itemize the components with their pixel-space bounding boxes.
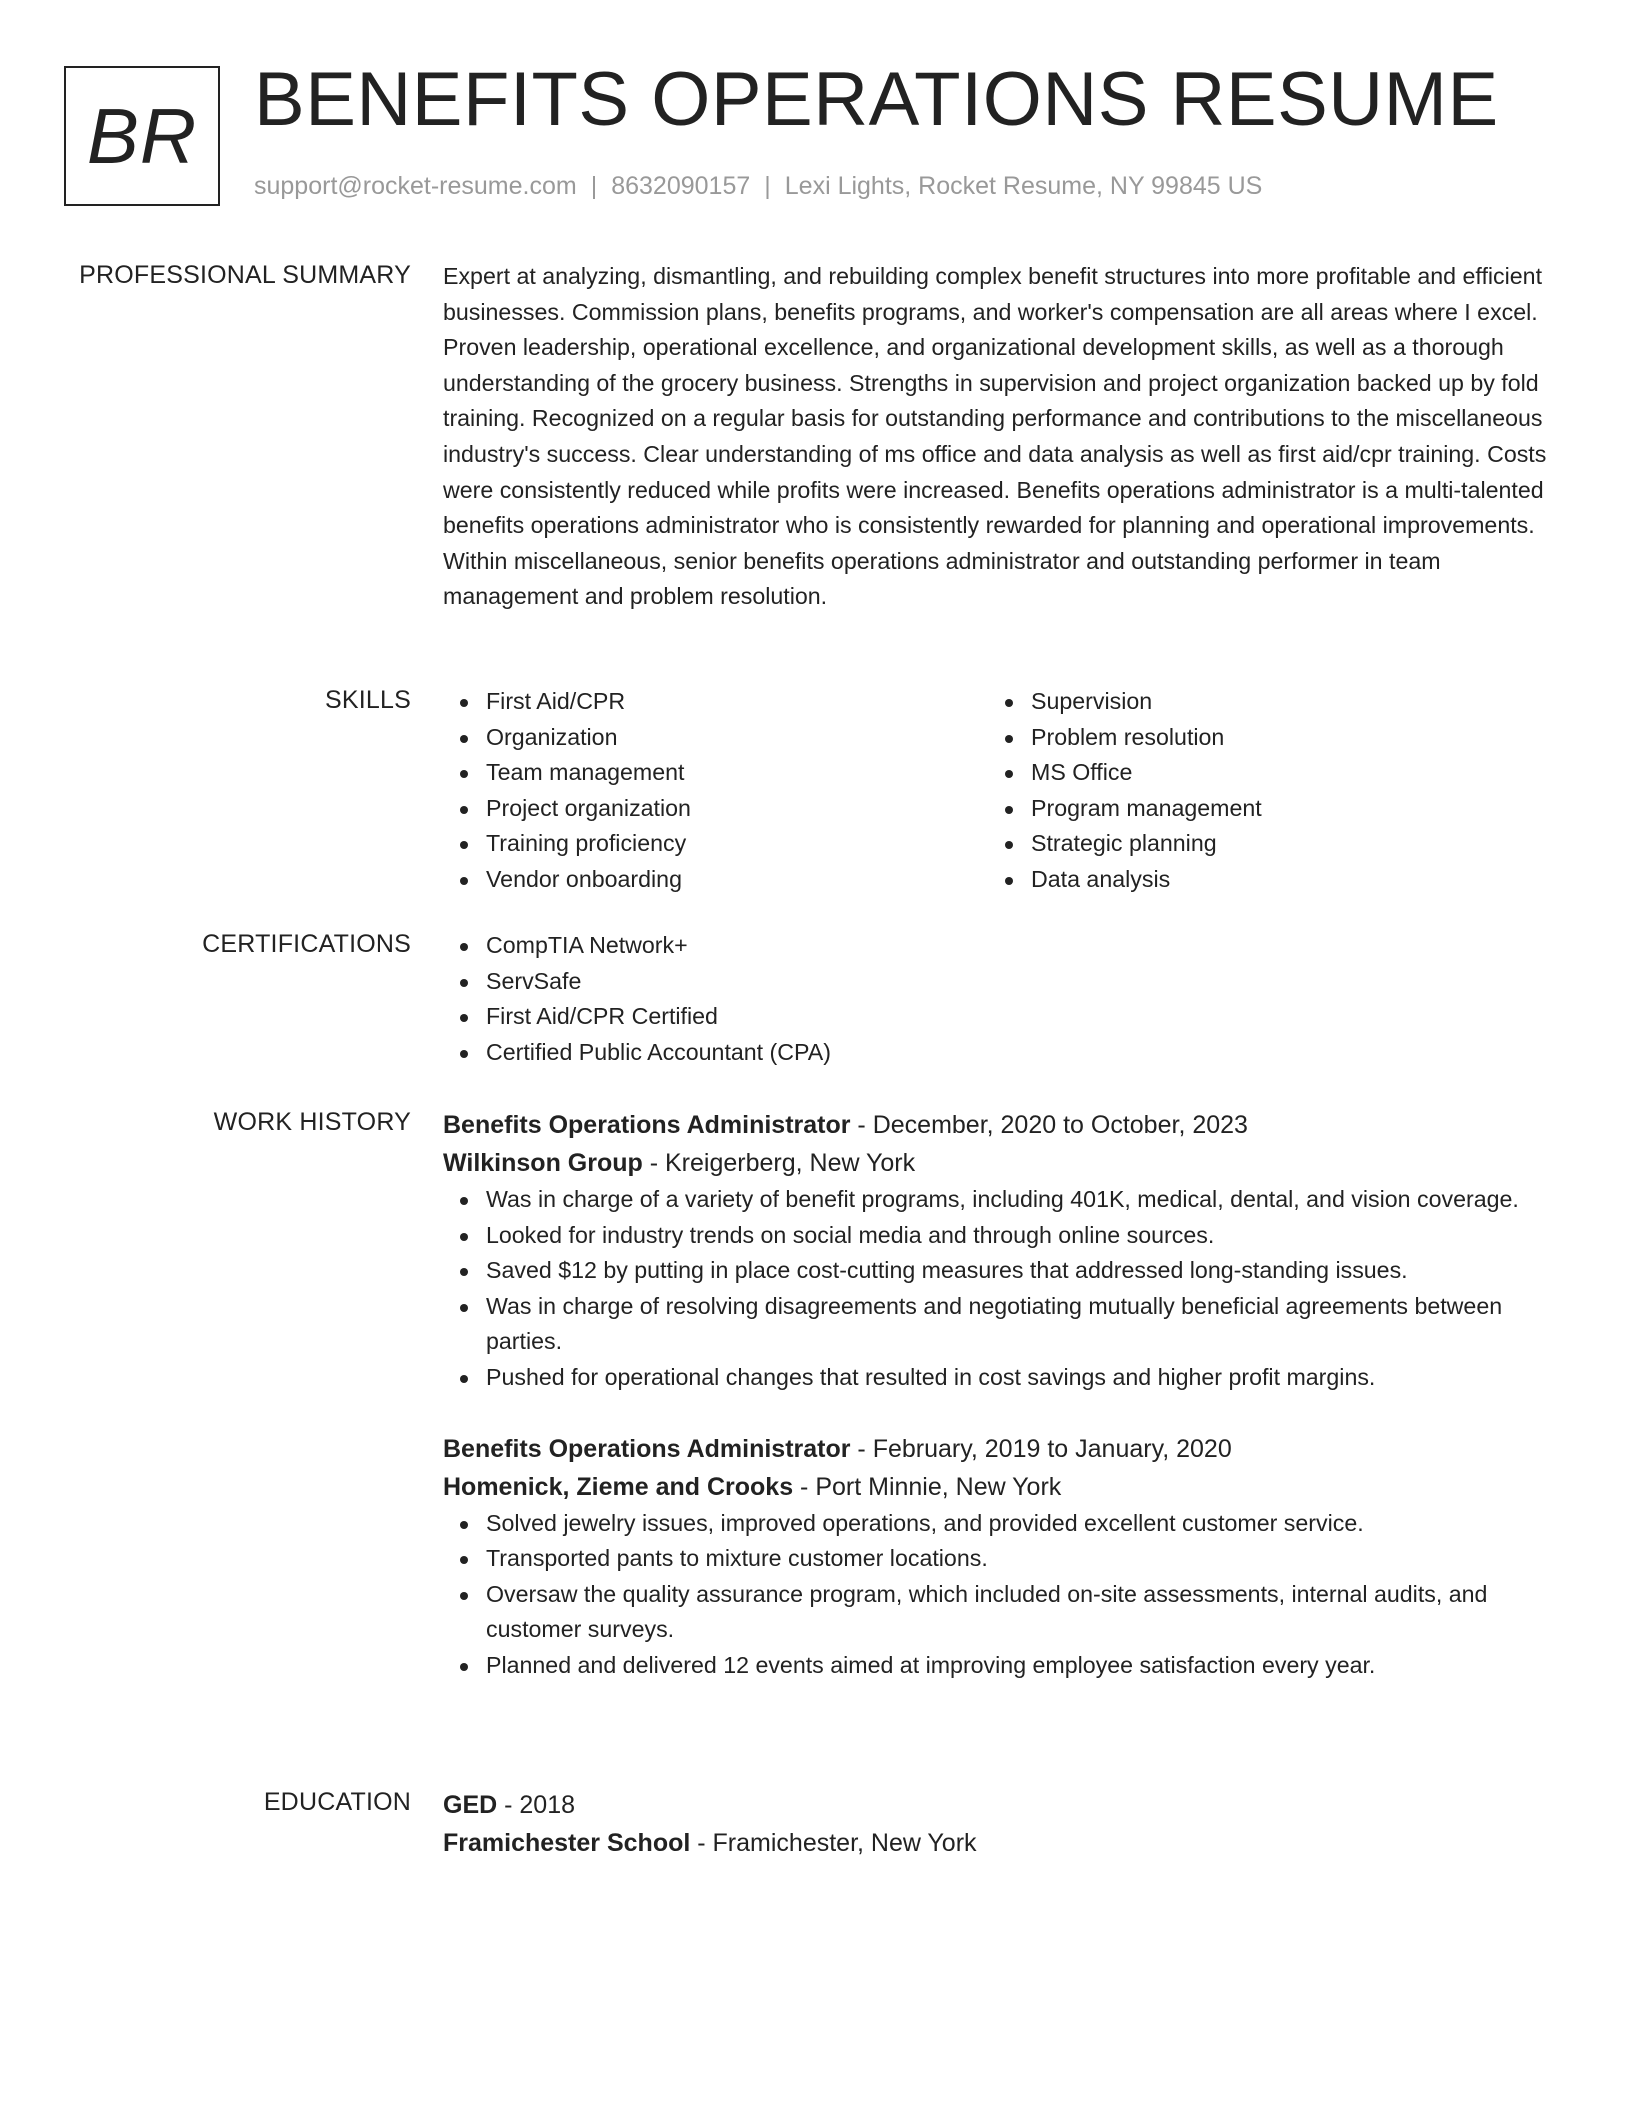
job-entry [443, 1106, 1553, 1396]
separator: | [764, 172, 771, 200]
job-company: Wilkinson Group [443, 1149, 643, 1177]
job-bullet: Saved $12 by putting in place cost-cutting measures that addressed long-standing issues. [486, 1253, 1553, 1289]
job-bullet: Was in charge of a variety of benefit programs, including 401K, medical, dental, and vision coverage. [486, 1182, 1553, 1218]
job-company: Homenick, Zieme and Crooks [443, 1472, 794, 1501]
job-bullets [443, 1182, 1553, 1396]
education-degree: GED [443, 1791, 498, 1819]
summary-text: Expert at analyzing, dismantling, and rebuilding complex benefit structures into more profitable and efficient businesses. Commission plans, benefits programs, and worker's compensation are all areas where I excel. Proven leadership, operational excellence, and organizational development skills, as well as a thorough understanding of the grocery business. Strengths in supervision and project organization backed up by fold training. Recognized on a regular basis for outstanding performance and contributions to the miscellaneous industry's success. Clear understanding of ms office and data analysis as well as first aid/cpr training. Costs were consistently reduced while profits were increased. Benefits operations administrator is a multi-talented benefits operations administrator who is consistently rewarded for planning and operational improvements. Within miscellaneous, senior benefits operations administrator and outstanding performer in team management and problem resolution. [443, 263, 1547, 610]
certification-item: Certified Public Accountant (CPA) [486, 1035, 1553, 1071]
section-title-education: EDUCATION [263, 1788, 411, 1816]
job-location: - Port Minnie, New York [793, 1472, 1062, 1501]
skill-item: Organization [486, 720, 988, 756]
job-role-line [443, 1106, 1553, 1144]
job-entry [443, 1430, 1553, 1684]
certification-item: ServSafe [486, 964, 1553, 1000]
job-role: Benefits Operations Administrator [443, 1111, 851, 1139]
education-location: - Framichester, New York [690, 1829, 977, 1857]
certification-item: First Aid/CPR Certified [486, 999, 1553, 1035]
skill-item: First Aid/CPR [486, 684, 988, 720]
job-bullet: Transported pants to mixture customer locations. [486, 1541, 1553, 1577]
section-title-certifications: CERTIFICATIONS [202, 930, 411, 958]
job-dates: - February, 2019 to January, 2020 [850, 1434, 1232, 1463]
skill-item: Program management [1031, 791, 1533, 827]
contact-line [254, 170, 1262, 203]
section-title-work: WORK HISTORY [213, 1108, 411, 1136]
education-degree-line [443, 1786, 1553, 1824]
job-bullets [443, 1506, 1553, 1684]
certifications-list [443, 928, 1553, 1070]
section-title-summary: PROFESSIONAL SUMMARY [79, 261, 411, 289]
skills-list-left [443, 684, 988, 898]
skill-item: Strategic planning [1031, 826, 1533, 862]
contact-address: Lexi Lights, Rocket Resume, NY 99845 US [784, 172, 1263, 200]
job-dates: - December, 2020 to October, 2023 [850, 1111, 1248, 1139]
certification-item: CompTIA Network+ [486, 928, 1553, 964]
education-school-line [443, 1824, 1553, 1862]
skill-item: Project organization [486, 791, 988, 827]
job-bullet: Oversaw the quality assurance program, which included on-site assessments, internal audits, and customer surveys. [486, 1577, 1553, 1648]
job-role: Benefits Operations Administrator [443, 1434, 851, 1463]
contact-email[interactable]: support@rocket-resume.com [254, 172, 577, 200]
education-school: Framichester School [443, 1829, 691, 1857]
job-company-line [443, 1468, 1553, 1506]
section-title-skills: SKILLS [325, 686, 411, 714]
skill-item: MS Office [1031, 755, 1533, 791]
education-year: - 2018 [497, 1791, 576, 1819]
skill-item: Supervision [1031, 684, 1533, 720]
skill-item: Training proficiency [486, 826, 988, 862]
job-bullet: Pushed for operational changes that resulted in cost savings and higher profit margins. [486, 1360, 1553, 1396]
job-bullet: Was in charge of resolving disagreements and negotiating mutually beneficial agreements between parties. [486, 1289, 1553, 1360]
skill-item: Team management [486, 755, 988, 791]
job-bullet: Looked for industry trends on social media and through online sources. [486, 1218, 1553, 1254]
monogram: BR [64, 66, 220, 206]
job-location: - Kreigerberg, New York [642, 1149, 916, 1177]
job-role-line [443, 1430, 1553, 1468]
job-company-line [443, 1144, 1553, 1182]
separator: | [590, 172, 598, 200]
skill-item: Data analysis [1031, 862, 1533, 898]
resume-title: BENEFITS OPERATIONS RESUME [254, 57, 1499, 142]
job-bullet: Planned and delivered 12 events aimed at improving employee satisfaction every year. [486, 1648, 1553, 1684]
skills-list-right [988, 684, 1533, 898]
skill-item: Problem resolution [1031, 720, 1533, 756]
job-bullet: Solved jewelry issues, improved operations, and provided excellent customer service. [486, 1506, 1553, 1542]
skill-item: Vendor onboarding [486, 862, 988, 898]
contact-phone[interactable]: 8632090157 [611, 172, 751, 200]
